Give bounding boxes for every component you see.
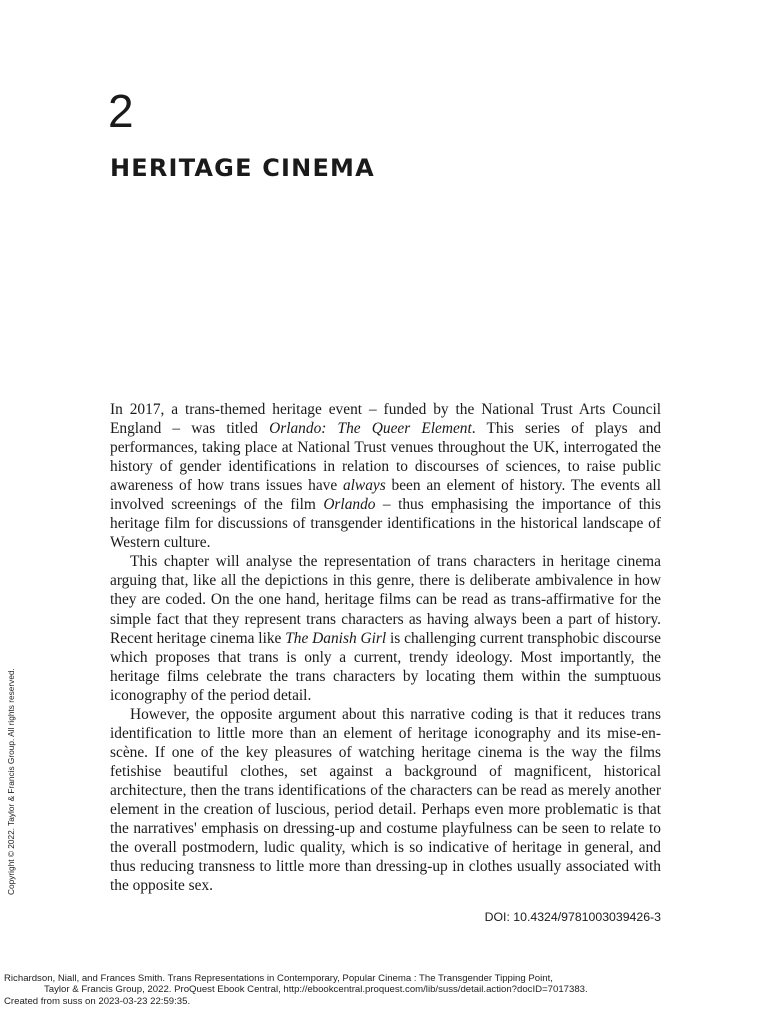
paragraph-1-text-a: In 2017, a trans-themed heritage event – funded by the National Trust Arts Council England – was titled [110,401,661,438]
citation-footer [4,973,764,1007]
copyright-notice: Copyright © 2022. Taylor & Francis Group. All rights reserved. [6,668,16,895]
paragraph-1 [110,400,661,552]
citation-line-1: Richardson, Niall, and Frances Smith. Trans Representations in Contemporary, Popular Cinema : The Transgender Tipping Point, [4,973,553,984]
paragraph-1-text-b: . This series of plays and performances, taking place at National Trust venues throughout the UK, interrogated the history of gender identifications in relation to discourses of sciences, to raise public awareness of how trans issues have [110,420,661,495]
emphasis-always: always [342,477,386,495]
paragraph-1-text-c: been an element of history. The events all involved screenings of the film [110,477,661,514]
citation-line-3: Created from suss on 2023-03-23 22:59:35. [4,995,191,1007]
citation-line-2: Taylor & Francis Group, 2022. ProQuest Ebook Central, http://ebookcentral.proquest.com/lib/suss/detail.action?docID=7017383. [44,984,588,996]
doi-text: DOI: 10.4324/9781003039426-3 [484,910,661,924]
chapter-number: 2 [108,85,134,137]
title-orlando-queer-element: Orlando: The Queer Element [269,420,472,438]
chapter-body [110,400,661,895]
paragraph-2-text-a: This chapter will analyse the representation of trans characters in heritage cinema arguing that, like all the depictions in this genre, there is deliberate ambivalence in how they are coded. On the one hand, heritage films can be read as trans-affirmative for the simple fact that they represent trans characters as having always been a part of history. Recent heritage cinema like [110,553,661,647]
paragraph-2 [110,552,661,704]
title-orlando: Orlando [323,496,376,514]
paragraph-3: However, the opposite argument about this narrative coding is that it reduces trans identification to little more than an element of heritage iconography and its mise-en-scène. If one of the key pleasures of watching heritage cinema is the way the films fetishise beautiful clothes, set against a background of magnificent, historical architecture, then the trans identifications of the characters can be read as merely another element in the creation of luscious, period detail. Perhaps even more problematic is that the narratives' emphasis on dressing-up and costume playfulness can be seen to relate to the overall postmodern, ludic quality, which is so indicative of heritage in general, and thus reducing transness to little more than dressing-up in clothes usually associated with the opposite sex. [110,705,661,895]
paragraph-2-text-b: is challenging current transphobic discourse which proposes that trans is only a current, trendy ideology. Most importantly, the heritage films celebrate the trans characters by locating them within the sumptuous iconography of the period detail. [110,629,661,704]
paragraph-1-text-d: – thus emphasising the importance of this heritage film for discussions of transgender identifications in the historical landscape of Western culture. [110,496,661,552]
title-danish-girl: The Danish Girl [285,629,387,647]
chapter-title: HERITAGE CINEMA [110,154,375,182]
